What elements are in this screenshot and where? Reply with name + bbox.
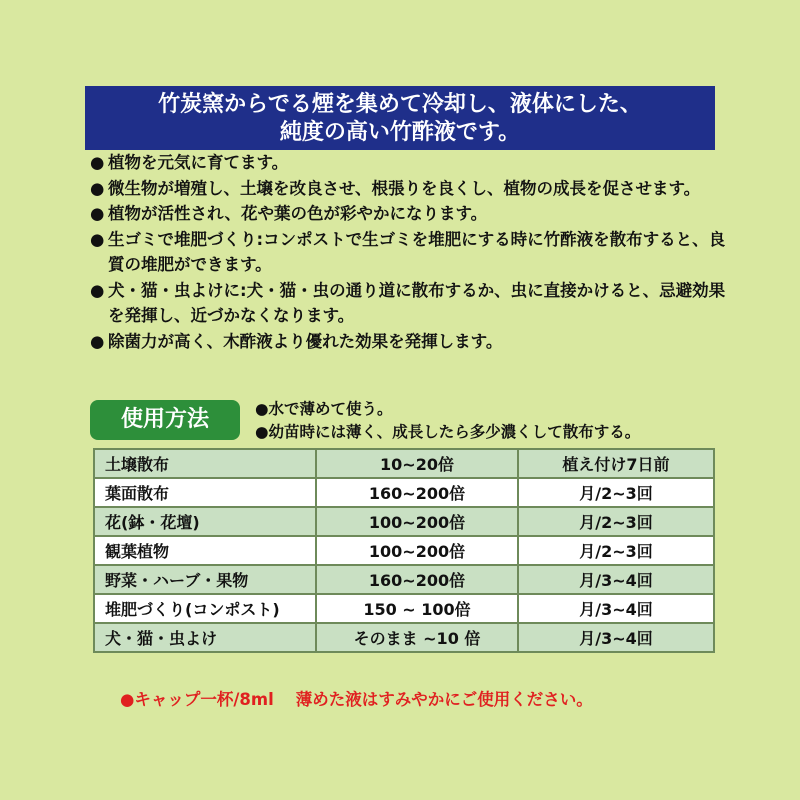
table-row <box>94 536 714 565</box>
table-row <box>94 623 714 652</box>
feature-item: ● 除菌力が高く、木酢液より優れた効果を発揮します。 <box>90 329 730 355</box>
frequency-cell: 月/3~4回 <box>518 565 714 594</box>
use-cell: 葉面散布 <box>94 478 316 507</box>
usage-badge: 使用方法 <box>90 400 240 440</box>
feature-item: ● 微生物が増殖し、土壌を改良させ、根張りを良くし、植物の成長を促させます。 <box>90 176 730 202</box>
feature-item: ● 生ゴミで堆肥づくり:コンポストで生ゴミを堆肥にする時に竹酢液を散布すると、良質の堆肥ができます。 <box>90 227 730 278</box>
table-row <box>94 507 714 536</box>
use-cell: 野菜・ハーブ・果物 <box>94 565 316 594</box>
bullet-dot: ● <box>90 280 105 300</box>
bullet-dot: ● <box>90 204 105 223</box>
table-row <box>94 594 714 623</box>
headline-banner <box>85 86 715 150</box>
feature-item: ● 植物を元気に育てます。 <box>90 150 730 176</box>
usage-note: ●幼苗時には薄く、成長したら多少濃くして散布する。 <box>255 423 641 441</box>
ratio-cell: 160~200倍 <box>316 565 518 594</box>
use-cell: 犬・猫・虫よけ <box>94 623 316 652</box>
usage-note: ●水で薄めて使う。 <box>255 400 393 418</box>
ratio-cell: 160~200倍 <box>316 478 518 507</box>
cap-measure: ●キャップ一杯/8ml <box>120 690 274 709</box>
ratio-cell: 100~200倍 <box>316 507 518 536</box>
use-cell: 堆肥づくり(コンポスト) <box>94 594 316 623</box>
frequency-cell: 月/2~3回 <box>518 507 714 536</box>
frequency-cell: 月/2~3回 <box>518 536 714 565</box>
frequency-cell: 月/2~3回 <box>518 478 714 507</box>
ratio-cell: 10~20倍 <box>316 449 518 478</box>
bullet-dot: ● <box>90 331 105 351</box>
feature-item: ● 植物が活性され、花や葉の色が彩やかになります。 <box>90 201 730 227</box>
footer-notice <box>120 686 740 710</box>
headline-line-1: 竹炭窯からでる煙を集めて冷却し、液体にした、 <box>158 92 642 117</box>
ratio-cell: 100~200倍 <box>316 536 518 565</box>
bullet-dot: ● <box>90 153 105 172</box>
feature-list <box>90 150 730 354</box>
headline-line-2: 純度の高い竹酢液です。 <box>279 120 521 145</box>
use-promptly-notice: 薄めた液はすみやかにご使用ください。 <box>295 690 593 709</box>
ratio-cell: そのまま ~10 倍 <box>316 623 518 652</box>
use-cell: 観葉植物 <box>94 536 316 565</box>
feature-item: ● 犬・猫・虫よけに:犬・猫・虫の通り道に散布するか、虫に直接かけると、忌避効果を発揮し、近づかなくなります。 <box>90 278 730 329</box>
frequency-cell: 植え付け7日前 <box>518 449 714 478</box>
frequency-cell: 月/3~4回 <box>518 623 714 652</box>
ratio-cell: 150 ~ 100倍 <box>316 594 518 623</box>
bullet-dot: ● <box>90 229 105 249</box>
table-row <box>94 565 714 594</box>
use-cell: 花(鉢・花壇) <box>94 507 316 536</box>
dilution-table <box>93 448 715 653</box>
frequency-cell: 月/3~4回 <box>518 594 714 623</box>
table-row <box>94 478 714 507</box>
table-row <box>94 449 714 478</box>
use-cell: 土壌散布 <box>94 449 316 478</box>
bullet-dot: ● <box>90 178 105 198</box>
usage-notes <box>255 398 725 444</box>
